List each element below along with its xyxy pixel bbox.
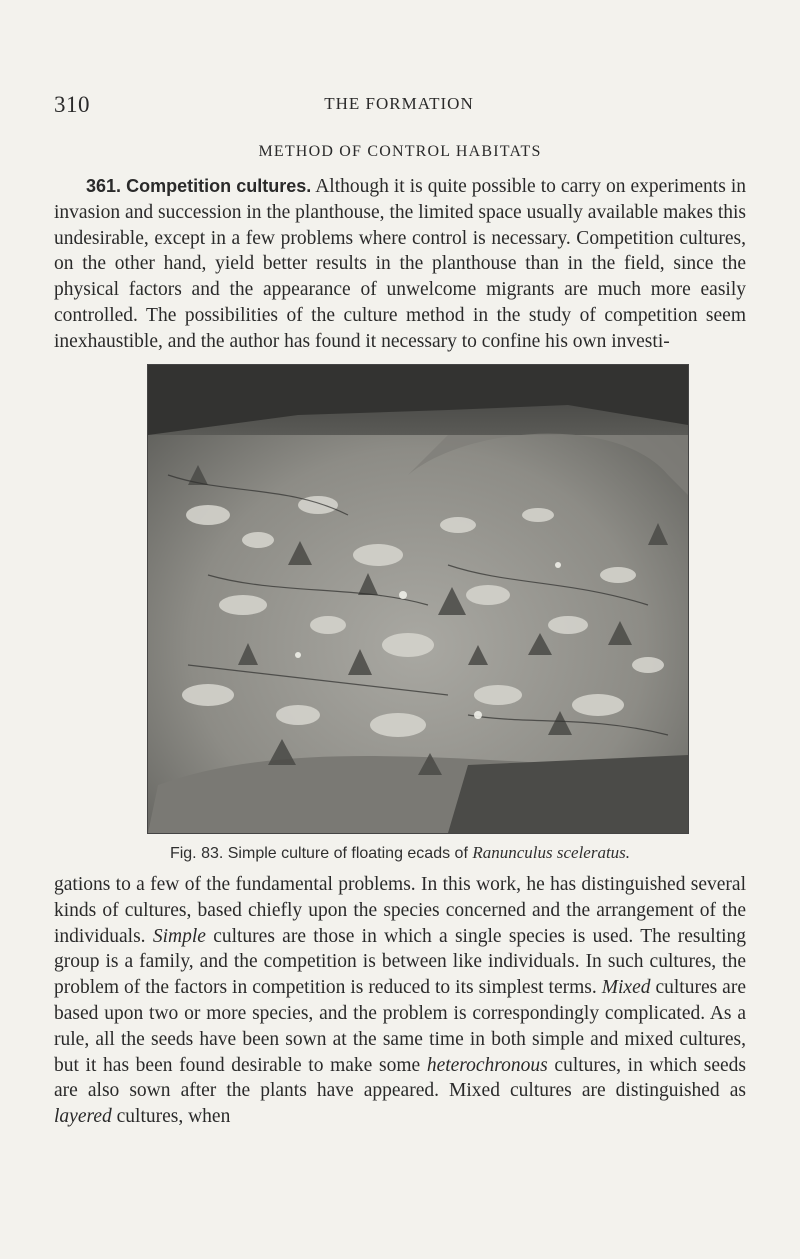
section-heading: METHOD OF CONTROL HABITATS [258,143,542,160]
caption-species: Ranunculus sceleratus. [472,843,631,862]
running-title: THE FORMATION [324,94,474,113]
floating-ecads-photo [148,365,688,833]
page-number: 310 [54,92,90,117]
italic-term-mixed: Mixed [601,977,651,999]
italic-term-layered: layered [54,1106,112,1128]
running-head [54,92,744,118]
text-run: cultures are based upon two or more species, and the problem is correspondingly complicated. As a rule, all the seeds have been sown at the same time in both simple and mixed cultures, but it has been found desirable to make some [54,977,746,1076]
italic-term-simple: Simple [152,925,206,947]
text-run: cultures are those in which a single species is used. The resulting group is a family, and the competition is between like individuals. In such cultures, the problem of the factors in competition is reduced to its simplest terms. [54,925,747,999]
caption-prefix: Fig. 83. Simple culture of floating ecads of [169,845,468,862]
text-run: cultures, when [116,1106,231,1128]
paragraph-culture-kinds [54,872,746,1130]
section-number: 361. [86,176,122,196]
paragraph-competition-cultures [54,174,746,355]
text-run: cultures, in which seeds are also sown after the plants have appeared. Mixed cultures are distinguished as [54,1054,747,1102]
figure-caption [0,843,800,863]
italic-term-heterochronous: heterochronous [426,1054,548,1076]
paragraph-text: Although it is quite possible to carry on experiments in invasion and succession in the planthouse, the limited space usually available makes this undesirable, except in a few problems where control is necessary. Competition cultures, on the other hand, yield better results in the planthouse than in the field, since the physical factors and the appearance of unwelcome migrants are much more easily controlled. The possibilities of the culture method in the study of competition seem inexhaustible, and the author has found it necessary to confine his own investi- [54,176,747,352]
text-run: gations to a few of the fundamental problems. In this work, he has distinguished several kinds of cultures, based chiefly upon the species concerned and the arrangement of the individuals. [54,874,746,947]
figure-photograph [147,364,689,834]
section-title: Competition cultures. [126,176,312,196]
